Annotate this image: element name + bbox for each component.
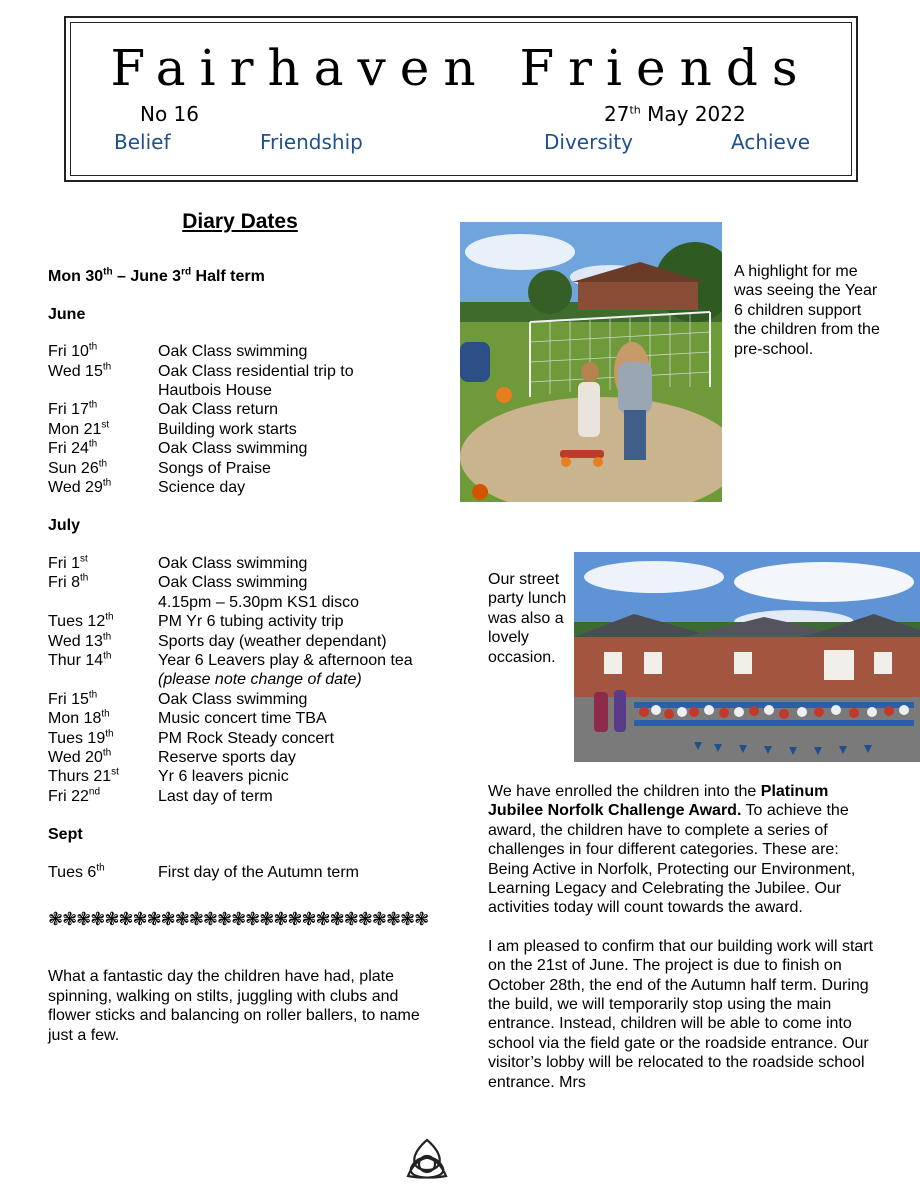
event-description: Oak Class swimming	[158, 440, 308, 458]
photo-street-party	[574, 552, 920, 762]
article-column	[488, 782, 874, 1111]
diary-event	[48, 400, 438, 419]
fun-day-paragraph: What a fantastic day the children have had, plate spinning, walking on stilts, juggling with clubs and flower sticks and balancing on roller ballers, to name just a few.	[48, 968, 420, 1044]
event-description: First day of the Autumn term	[158, 863, 359, 881]
diary-month-heading: July	[48, 517, 81, 535]
event-description: Yr 6 leavers picnic	[158, 768, 289, 786]
event-date: Fri 24th	[48, 438, 98, 458]
diary-event	[48, 593, 438, 612]
diary-heading: Diary Dates	[182, 210, 298, 233]
diary-event	[48, 748, 438, 767]
issue-number: No 16	[140, 102, 200, 126]
event-date	[48, 593, 158, 612]
event-description: Last day of term	[158, 787, 273, 805]
diary-event	[48, 767, 438, 786]
masthead	[64, 16, 858, 182]
event-date: Wed 13th	[48, 631, 112, 650]
event-date: Fri 8th	[48, 572, 89, 592]
diary-event	[48, 420, 438, 439]
diary-month-heading: Sept	[48, 826, 83, 844]
event-description: Building work starts	[158, 420, 297, 438]
event-description: Oak Class residential trip to	[158, 362, 354, 380]
diary-event	[48, 612, 438, 631]
diary-event	[48, 478, 438, 497]
event-date: Tues 12th	[48, 611, 114, 631]
photo-caption-highlight: A highlight for me was seeing the Year 6 children support the children from the pre-school.	[734, 263, 880, 358]
diary-event	[48, 554, 438, 573]
event-description: PM Rock Steady concert	[158, 729, 335, 747]
diary-event	[48, 573, 438, 592]
value-belief: Belief	[114, 130, 171, 154]
diary-months	[48, 305, 438, 882]
event-date: Tues 19th	[48, 728, 114, 747]
diary-event	[48, 709, 438, 728]
event-date: Thur 14th	[48, 650, 112, 669]
street-party-illustration	[574, 552, 920, 762]
event-description: Songs of Praise	[158, 459, 271, 477]
event-date: Mon 21st	[48, 419, 110, 438]
event-description: Science day	[158, 479, 246, 497]
diary-event	[48, 632, 438, 651]
event-description: Oak Class swimming	[158, 690, 308, 708]
event-date	[48, 670, 158, 689]
event-date: Fri 1st	[48, 553, 88, 572]
diary-event	[48, 670, 438, 689]
diary-event-list	[48, 863, 438, 882]
diary-event	[48, 459, 438, 478]
event-description: Oak Class swimming	[158, 574, 308, 592]
building-work-paragraph: I am pleased to confirm that our building work will start on the 21st of June. The project is due to finish on October 28th, the end of the Autumn half term. During the build, we will temporarily stop using the main entrance. Instead, children will be able to come into school via the field gate or the roadside entrance. Our visitor’s lobby will be relocated to the roadside school entrance. Mrs	[488, 937, 874, 1091]
diary-event	[48, 863, 438, 882]
event-date: Thurs 21st	[48, 767, 119, 786]
photo-caption-street-party: Our street party lunch was also a lovely occasion.	[488, 571, 567, 666]
event-date: Fri 10th	[48, 341, 98, 361]
issue-date: 27th May 2022	[604, 102, 746, 126]
event-date: Wed 29th	[48, 477, 112, 497]
event-date: Wed 15th	[48, 361, 112, 380]
event-description: Reserve sports day	[158, 748, 296, 766]
event-description: Hautbois House	[158, 382, 272, 400]
event-date: Sun 26th	[48, 458, 108, 477]
event-description: Music concert time TBA	[158, 710, 327, 728]
event-description: PM Yr 6 tubing activity trip	[158, 613, 344, 631]
diary-event	[48, 439, 438, 458]
value-achieve: Achieve	[731, 130, 811, 154]
playground-illustration	[460, 222, 722, 502]
event-date: Wed 20th	[48, 747, 112, 766]
event-description: Oak Class swimming	[158, 554, 308, 572]
event-description: 4.15pm – 5.30pm KS1 disco	[158, 593, 360, 611]
event-date	[48, 381, 158, 400]
event-date: Fri 17th	[48, 400, 98, 419]
newsletter-title: Fairhaven Friends	[110, 39, 812, 97]
diary-event	[48, 342, 438, 361]
diary-event-list	[48, 554, 438, 806]
event-description: Sports day (weather dependant)	[158, 632, 387, 650]
award-name: Platinum Jubilee Norfolk Challenge Award.	[488, 783, 829, 820]
photo-playground-support	[460, 222, 722, 502]
event-date: Mon 18th	[48, 708, 110, 728]
half-term-line: Mon 30th – June 3rd Half term	[48, 267, 265, 286]
diary-month-heading: June	[48, 305, 86, 323]
event-description: (please note change of date)	[158, 671, 362, 689]
diary-event	[48, 651, 438, 670]
diary-column	[48, 212, 438, 1045]
challenge-award-paragraph: We have enrolled the children into the Platinum Jubilee Norfolk Challenge Award. To achieve the award, the children have to complete a series of challenges in four different categories. These are: Being Active in Norfolk, Protecting our Environment, Learning Legacy and Celebrating the Jubilee. Our activities today will count towards the award.	[488, 783, 856, 917]
event-date: Fri 15th	[48, 689, 98, 708]
value-diversity: Diversity	[544, 130, 633, 154]
event-description: Oak Class swimming	[158, 343, 308, 361]
diary-event	[48, 690, 438, 709]
decorative-divider: ❃❃❃❃❃❃❃❃❃❃❃❃❃❃❃❃❃❃❃❃❃❃❃❃❃❃❃	[48, 908, 429, 929]
event-date: Fri 22nd	[48, 786, 101, 805]
event-description: Year 6 Leavers play & afternoon tea	[158, 651, 413, 669]
diary-event	[48, 787, 438, 806]
diary-event	[48, 362, 438, 381]
value-friendship: Friendship	[260, 130, 363, 154]
event-date: Tues 6th	[48, 862, 105, 881]
celtic-knot-icon	[402, 1136, 452, 1182]
diary-event	[48, 729, 438, 748]
event-description: Oak Class return	[158, 401, 279, 419]
diary-event-list	[48, 342, 438, 497]
diary-event	[48, 381, 438, 400]
